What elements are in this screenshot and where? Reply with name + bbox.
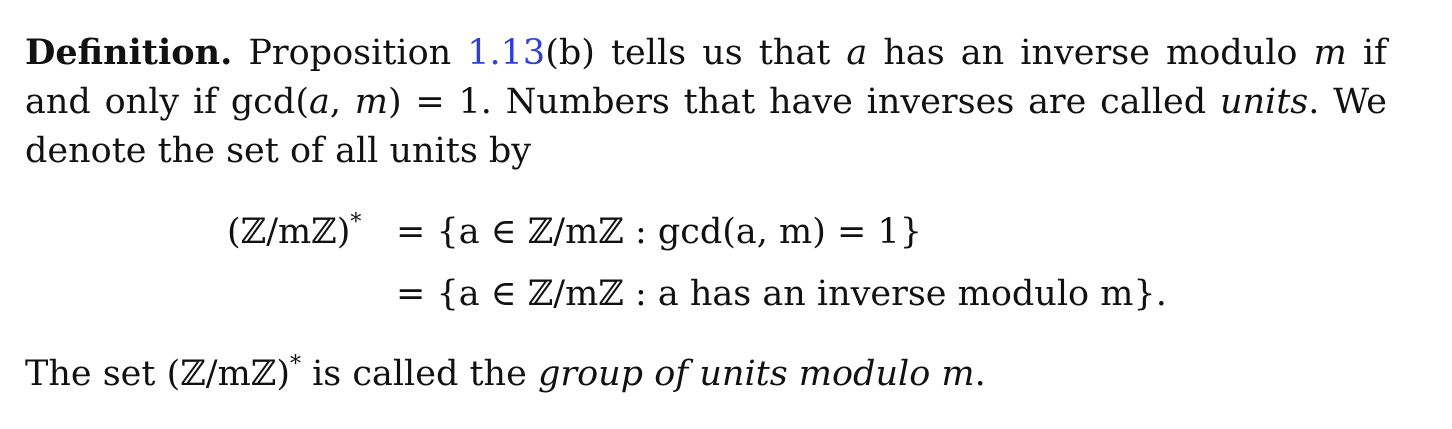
closing-set-star: * <box>289 352 301 377</box>
display-lhs <box>227 208 361 257</box>
variable-m: m <box>1313 33 1347 73</box>
definition-paragraph <box>25 28 1387 176</box>
definition-text-5: , <box>329 82 355 122</box>
definition-text-2: (b) tells us that <box>545 33 847 73</box>
variable-m-gcd: m <box>354 82 388 122</box>
definition-text-7: . We denote the set of all units by <box>25 82 1387 171</box>
display-equation-line-2: = {a ∈ ℤ/mℤ : a has an inverse modulo m}. <box>396 274 1167 314</box>
closing-paragraph <box>25 350 1387 399</box>
definition-text-6: ) = 1. Numbers that have inverses are called <box>387 82 1220 122</box>
unit-group-symbol: (ℤ/mℤ) <box>227 212 351 252</box>
proposition-reference-link[interactable]: 1.13 <box>467 33 546 73</box>
definition-text-1: Proposition <box>232 33 468 73</box>
display-equation-line-1: = {a ∈ ℤ/mℤ : gcd(a, m) = 1} <box>396 212 923 252</box>
definition-text-4: if and only if gcd( <box>25 33 1387 122</box>
variable-a: a <box>846 33 868 73</box>
definition-text-3: has an inverse modulo <box>867 33 1314 73</box>
units-term: units <box>1219 82 1309 122</box>
unit-group-star: * <box>350 210 362 235</box>
definition-heading: Definition. <box>25 32 233 73</box>
closing-text-3: . <box>974 354 986 394</box>
group-of-units-term: group of units modulo m <box>537 354 975 394</box>
closing-text-2: is called the <box>300 354 538 394</box>
closing-set-symbol: (ℤ/mℤ) <box>166 354 290 394</box>
variable-a-gcd: a <box>308 82 330 122</box>
closing-text-1: The set <box>25 354 167 394</box>
